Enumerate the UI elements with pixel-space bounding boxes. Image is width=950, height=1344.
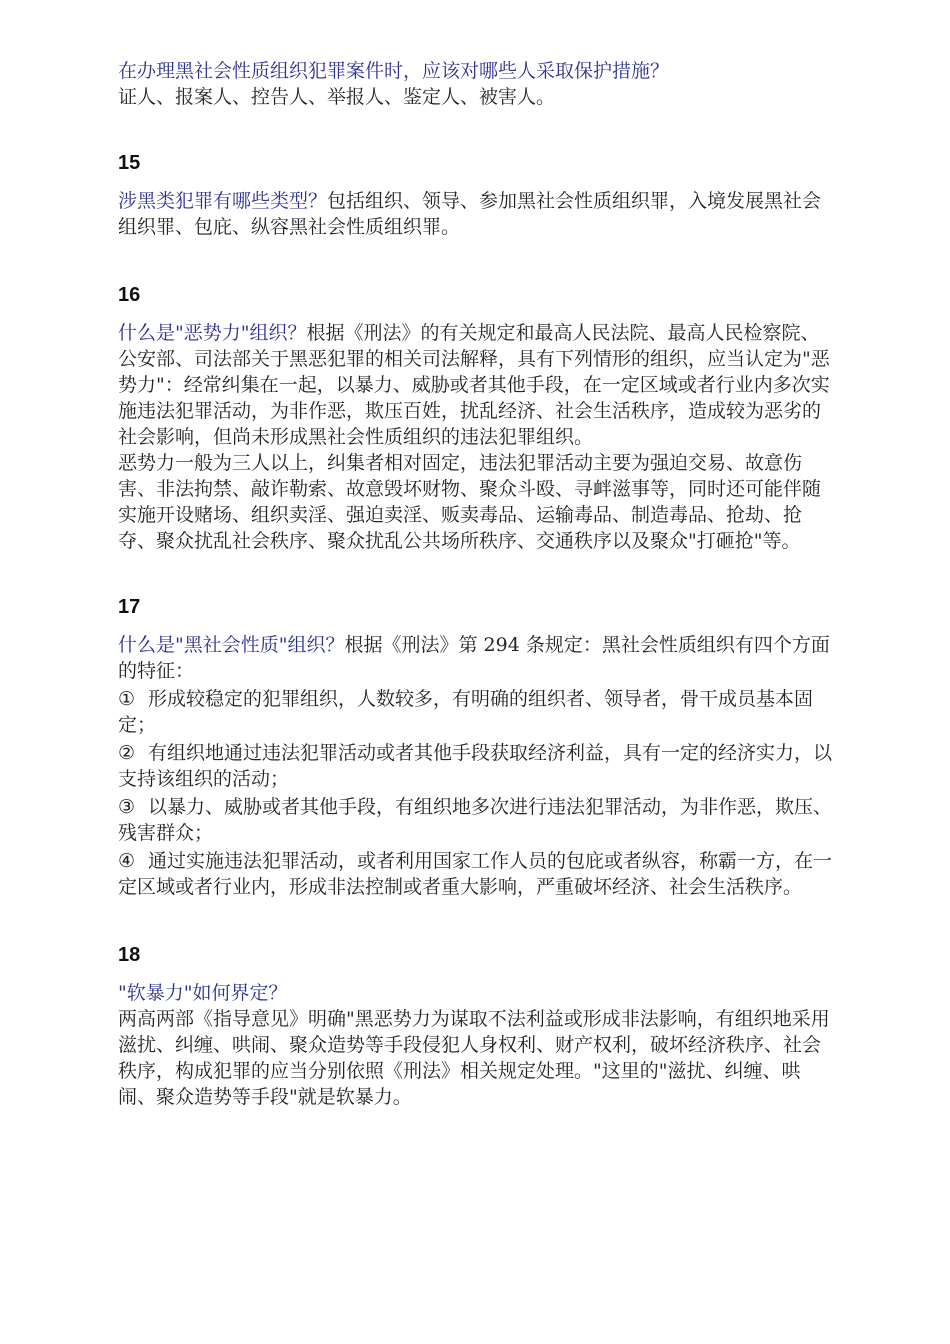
list-item [118, 794, 838, 846]
list-item-text: 形成较稳定的犯罪组织，人数较多，有明确的组织者、领导者，骨干成员基本固定； [118, 688, 814, 736]
list-marker: ② [118, 742, 136, 764]
section-16-answer-1: 根据《刑法》的有关规定和最高人民法院、最高人民检察院、公安部、司法部关于黑恶犯罪的相关司法解释，具有下列情形的组织，应当认定为"恶势力"：经常纠集在一起，以暴力、威胁或者其他手段，在一定区域或者行业内多次实施违法犯罪活动，为非作恶，欺压百姓，扰乱经济、社会生活秩序，造成较为恶劣的社会影响，但尚未形成黑社会性质组织的违法犯罪组织。 [118, 322, 830, 448]
list-item-text: 以暴力、威胁或者其他手段，有组织地多次进行违法犯罪活动，为非作恶，欺压、残害群众； [118, 796, 833, 844]
intro-question: 在办理黑社会性质组织犯罪案件时，应该对哪些人采取保护措施？ [118, 60, 670, 82]
section-number-15: 15 [118, 152, 141, 174]
list-marker: ① [118, 688, 136, 710]
section-number-17: 17 [118, 596, 141, 618]
intro-answer: 证人、报案人、控告人、举报人、鉴定人、被害人。 [118, 86, 556, 108]
section-17-question: 什么是"黑社会性质"组织？ [118, 634, 345, 656]
section-16-answer-2: 恶势力一般为三人以上，纠集者相对固定，违法犯罪活动主要为强迫交易、故意伤害、非法拘禁、敲诈勒索、故意毁坏财物、聚众斗殴、寻衅滋事等，同时还可能伴随实施开设赌场、组织卖淫、强迫卖淫、贩卖毒品、运输毒品、制造毒品、抢劫、抢夺、聚众扰乱社会秩序、聚众扰乱公共场所秩序、交通秩序以及聚众"打砸抢"等。 [118, 452, 822, 552]
list-item [118, 686, 838, 738]
section-17-answer: 根据《刑法》第 294 条规定：黑社会性质组织有四个方面的特征： [118, 634, 830, 682]
section-18-answer: 两高两部《指导意见》明确"黑恶势力为谋取不法利益或形成非法影响，有组织地采用滋扰、纠缠、哄闹、聚众造势等手段侵犯人身权利、财产权利，破坏经济秩序、社会秩序，构成犯罪的应当分别依照《刑法》相关规定处理。"这里的"滋扰、纠缠、哄闹、聚众造势等手段"就是软暴力。 [118, 1008, 830, 1108]
section-15-body [118, 188, 838, 240]
list-marker: ④ [118, 850, 136, 872]
section-17-body [118, 632, 838, 684]
section-15-question: 涉黑类犯罪有哪些类型？ [118, 190, 328, 212]
list-item [118, 740, 838, 792]
section-16-body [118, 320, 838, 450]
list-item-text: 通过实施违法犯罪活动，或者利用国家工作人员的包庇或者纵容，称霸一方，在一定区域或者行业内，形成非法控制或者重大影响，严重破坏经济、社会生活秩序。 [118, 850, 833, 898]
section-18-question: "软暴力"如何界定？ [118, 982, 288, 1004]
section-number-18: 18 [118, 944, 141, 966]
section-16-question: 什么是"恶势力"组织？ [118, 322, 307, 344]
section-15-answer: 包括组织、领导、参加黑社会性质组织罪，入境发展黑社会组织罪、包庇、纵容黑社会性质组织罪。 [118, 190, 822, 238]
list-marker: ③ [118, 796, 136, 818]
document-page [118, 58, 838, 1110]
list-item-text: 有组织地通过违法犯罪活动或者其他手段获取经济利益，具有一定的经济实力，以支持该组织的活动； [118, 742, 833, 790]
section-number-16: 16 [118, 284, 141, 306]
list-item [118, 848, 838, 900]
